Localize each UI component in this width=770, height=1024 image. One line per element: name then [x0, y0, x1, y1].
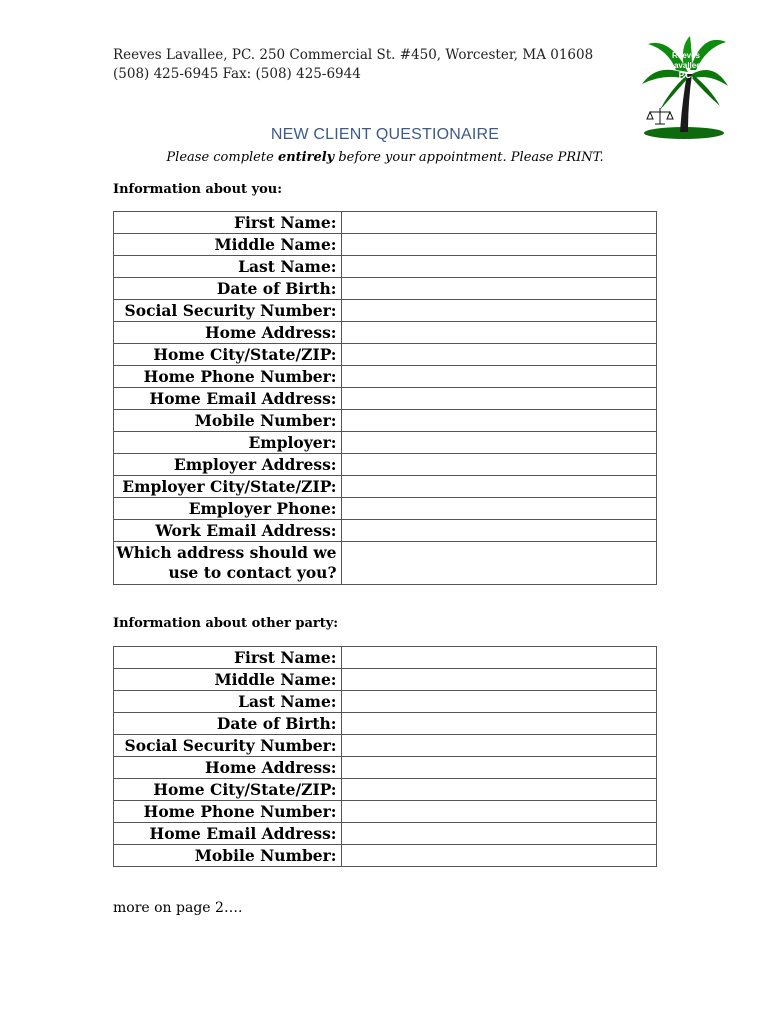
other-party-field-input[interactable] — [341, 845, 656, 867]
contact-question-rows — [114, 542, 657, 585]
table-row — [114, 498, 657, 520]
logo-text-line-1: Reeves — [671, 51, 701, 60]
firm-address-line: Reeves Lavallee, PC. 250 Commercial St. #450, Worcester, MA 01608 — [113, 47, 594, 63]
about-you-field-label: Social Security Number: — [114, 300, 342, 322]
other-party-field-input[interactable] — [341, 669, 656, 691]
firm-phone-line: (508) 425-6945 Fax: (508) 425-6944 — [113, 66, 361, 82]
table-row — [114, 801, 657, 823]
about-you-field-label: Mobile Number: — [114, 410, 342, 432]
about-you-field-label: Home Address: — [114, 322, 342, 344]
about-you-field-label: Middle Name: — [114, 234, 342, 256]
other-party-field-label: First Name: — [114, 647, 342, 669]
contact-question-line-2: use to contact you? — [168, 563, 337, 582]
about-you-field-label: Employer: — [114, 432, 342, 454]
subtitle-emphasis: entirely — [277, 150, 335, 165]
about-you-field-input[interactable] — [341, 322, 656, 344]
section-label-about-you: Information about you: — [113, 182, 283, 197]
about-you-field-input[interactable] — [341, 454, 656, 476]
other-party-field-label: Home Email Address: — [114, 823, 342, 845]
other-party-field-input[interactable] — [341, 801, 656, 823]
table-row — [114, 779, 657, 801]
table-row — [114, 278, 657, 300]
logo-text-line-2: Lavallee, — [669, 61, 703, 70]
section-label-other-party: Information about other party: — [113, 616, 339, 631]
about-you-field-label: Home Email Address: — [114, 388, 342, 410]
table-row — [114, 300, 657, 322]
other-party-field-input[interactable] — [341, 779, 656, 801]
other-party-field-label: Home Address: — [114, 757, 342, 779]
about-you-field-input[interactable] — [341, 410, 656, 432]
about-you-field-label: Employer City/State/ZIP: — [114, 476, 342, 498]
about-you-field-label: Last Name: — [114, 256, 342, 278]
page-title: NEW CLIENT QUESTIONAIRE — [270, 126, 500, 143]
about-you-table — [113, 211, 657, 585]
firm-address-block — [113, 46, 593, 84]
table-row — [114, 542, 657, 585]
contact-question-line-1: Which address should we — [116, 543, 337, 562]
footer-note: more on page 2…. — [113, 900, 243, 916]
table-row — [114, 234, 657, 256]
about-you-field-input[interactable] — [341, 300, 656, 322]
table-row — [114, 823, 657, 845]
about-you-field-input[interactable] — [341, 476, 656, 498]
about-you-field-label: Employer Address: — [114, 454, 342, 476]
other-party-table — [113, 646, 657, 867]
about-you-field-label: Date of Birth: — [114, 278, 342, 300]
about-you-field-input[interactable] — [341, 344, 656, 366]
about-you-field-label: Home Phone Number: — [114, 366, 342, 388]
table-row — [114, 454, 657, 476]
other-party-field-label: Last Name: — [114, 691, 342, 713]
table-row — [114, 757, 657, 779]
table-row — [114, 520, 657, 542]
about-you-field-input[interactable] — [341, 498, 656, 520]
about-you-field-input[interactable] — [341, 212, 656, 234]
other-party-field-input[interactable] — [341, 713, 656, 735]
about-you-field-input[interactable] — [341, 432, 656, 454]
other-party-field-input[interactable] — [341, 691, 656, 713]
about-you-field-input[interactable] — [341, 366, 656, 388]
other-party-field-input[interactable] — [341, 757, 656, 779]
table-row — [114, 322, 657, 344]
other-party-field-input[interactable] — [341, 735, 656, 757]
table-row — [114, 256, 657, 278]
other-party-field-label: Home City/State/ZIP: — [114, 779, 342, 801]
table-row — [114, 410, 657, 432]
logo-text-line-3: P.C. — [678, 71, 694, 80]
about-you-field-input[interactable] — [341, 520, 656, 542]
table-row — [114, 344, 657, 366]
table-row — [114, 212, 657, 234]
other-party-field-input[interactable] — [341, 823, 656, 845]
table-row — [114, 845, 657, 867]
about-you-rows — [114, 212, 657, 542]
contact-question-label — [114, 542, 342, 585]
table-row — [114, 669, 657, 691]
about-you-field-label: Home City/State/ZIP: — [114, 344, 342, 366]
subtitle-after: before your appointment. Please PRINT. — [334, 150, 604, 165]
page-subtitle — [0, 150, 770, 165]
about-you-field-label: Employer Phone: — [114, 498, 342, 520]
about-you-field-input[interactable] — [341, 256, 656, 278]
table-row — [114, 691, 657, 713]
about-you-field-label: Work Email Address: — [114, 520, 342, 542]
other-party-field-label: Home Phone Number: — [114, 801, 342, 823]
other-party-rows — [114, 647, 657, 867]
table-row — [114, 735, 657, 757]
other-party-field-label: Mobile Number: — [114, 845, 342, 867]
other-party-field-input[interactable] — [341, 647, 656, 669]
other-party-field-label: Social Security Number: — [114, 735, 342, 757]
other-party-field-label: Date of Birth: — [114, 713, 342, 735]
about-you-field-input[interactable] — [341, 278, 656, 300]
contact-question-field[interactable] — [341, 542, 656, 585]
table-row — [114, 476, 657, 498]
about-you-field-input[interactable] — [341, 234, 656, 256]
other-party-field-label: Middle Name: — [114, 669, 342, 691]
table-row — [114, 713, 657, 735]
table-row — [114, 366, 657, 388]
about-you-field-label: First Name: — [114, 212, 342, 234]
table-row — [114, 647, 657, 669]
about-you-field-input[interactable] — [341, 388, 656, 410]
table-row — [114, 432, 657, 454]
table-row — [114, 388, 657, 410]
subtitle-before: Please complete — [166, 150, 278, 165]
